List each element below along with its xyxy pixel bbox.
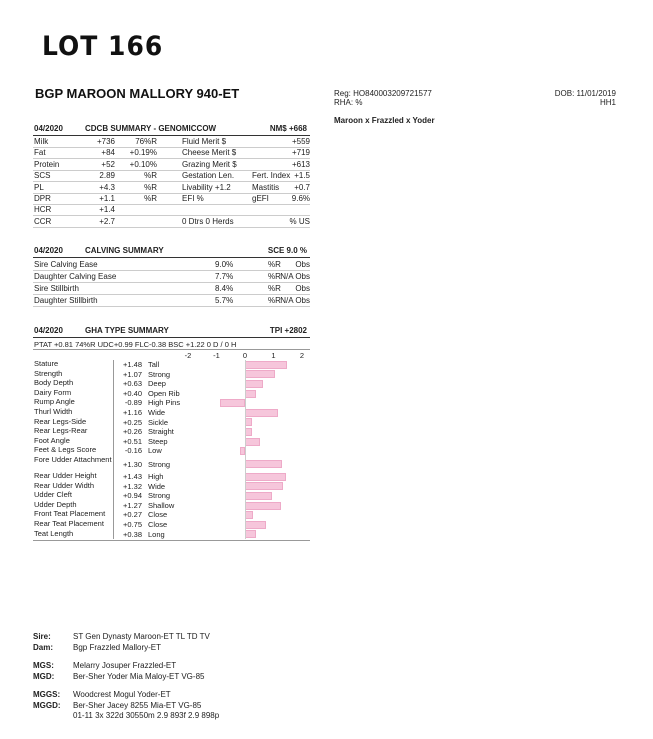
type-date: 04/2020	[34, 326, 63, 335]
sire-label: Sire:	[33, 632, 51, 641]
calving-trait: Daughter Stillbirth	[34, 296, 98, 305]
type-bar	[245, 361, 287, 369]
type-trait-name: Strength	[34, 368, 63, 378]
cdcb-reliability: 76%R	[135, 137, 157, 146]
type-bar	[245, 438, 260, 446]
type-trait-value: +0.38	[123, 529, 142, 539]
type-bar	[245, 492, 272, 500]
type-trait-name: Foot Angle	[34, 435, 70, 445]
type-trait-value: +0.94	[123, 491, 142, 501]
animal-name: BGP MAROON MALLORY 940-ET	[35, 86, 240, 101]
cdcb-value: +52	[101, 159, 115, 169]
cdcb-reliability: +0.10%	[129, 159, 157, 169]
cdcb-index-value: +719	[291, 148, 310, 158]
cdcb-value: 2.89	[99, 171, 115, 181]
type-trait-desc: Steep	[148, 436, 168, 446]
type-trait-desc: Strong	[148, 491, 171, 501]
calving-row	[33, 283, 310, 295]
calving-reliability: %R	[268, 272, 281, 281]
calving-date: 04/2020	[34, 246, 63, 255]
registration-number: Reg: HO840003209721577	[334, 89, 432, 98]
type-trait-name: Front Teat Placement	[34, 509, 106, 519]
cdcb-index-value: +0.7	[294, 182, 310, 192]
mgs-name: Melarry Josuper Frazzled-ET	[73, 661, 177, 670]
type-bar	[245, 521, 266, 529]
haplotype: HH1	[599, 98, 616, 107]
type-bar	[245, 460, 282, 468]
type-trait-value: -0.16	[124, 446, 142, 456]
type-axis-tick: -2	[184, 351, 192, 360]
type-trait-name: Rear Legs-Side	[34, 416, 87, 426]
type-trait-desc: Open Rib	[148, 388, 180, 398]
cdcb-reliability: %R	[144, 194, 157, 203]
type-trait-desc: Tall	[148, 360, 160, 369]
type-trait-value: +1.16	[123, 408, 142, 417]
type-trait-name: Udder Cleft	[34, 490, 72, 500]
type-trait-name: Rear Teat Placement	[34, 519, 104, 528]
cdcb-index-label: Livability +1.2	[182, 182, 231, 192]
calving-observations: N/A Obs	[280, 272, 310, 281]
cdcb-trait: Milk	[34, 137, 49, 146]
mgd-name: Ber-Sher Yoder Mia Maloy-ET VG-85	[73, 672, 205, 681]
cdcb-index-value: % US	[289, 216, 310, 226]
type-trait-name: Fore Udder Attachment	[34, 455, 112, 464]
cdcb-value: +2.7	[99, 216, 115, 226]
type-axis-tick: 2	[299, 351, 305, 360]
type-trait-desc: High	[148, 472, 164, 481]
sire-name: ST Gen Dynasty Maroon-ET TL TD TV	[73, 632, 210, 641]
cdcb-value: +4.3	[99, 182, 115, 192]
cdcb-reliability: %R	[144, 182, 157, 192]
cdcb-trait: SCS	[34, 171, 51, 181]
type-trait-value: -0.89	[124, 398, 142, 408]
cdcb-index-label: 0 Dtrs 0 Herds	[182, 216, 234, 226]
type-trait-desc: Deep	[148, 379, 166, 389]
cdcb-trait: PL	[34, 182, 44, 192]
type-trait-desc: Wide	[148, 408, 166, 417]
cdcb-row	[33, 147, 310, 159]
cdcb-index-label: Cheese Merit $	[182, 148, 237, 158]
cdcb-reliability: %R	[144, 171, 157, 181]
mgd-label: MGD:	[33, 672, 55, 681]
type-summary-header	[33, 326, 310, 338]
type-trait-desc: Low	[148, 446, 162, 456]
calving-trait: Sire Calving Ease	[34, 260, 98, 269]
dam-label: Dam:	[33, 643, 54, 652]
type-trait-row	[33, 427, 310, 437]
calving-reliability: %R	[268, 284, 281, 293]
type-trait-value: +0.75	[123, 520, 142, 529]
type-trait-desc: High Pins	[148, 398, 181, 408]
type-trait-row	[33, 379, 310, 389]
type-trait-value: +1.30	[123, 460, 142, 469]
type-trait-name: Teat Length	[34, 528, 74, 538]
type-trait-name: Dairy Form	[34, 387, 72, 397]
type-trait-value: +0.27	[123, 510, 142, 520]
tpi-value: TPI +2802	[269, 326, 307, 335]
type-trait-desc: Strong	[148, 369, 171, 379]
mggs-label: MGGS:	[33, 690, 61, 699]
cdcb-index-value: 9.6%	[291, 194, 310, 203]
cdcb-row	[33, 170, 310, 182]
type-trait-row	[33, 520, 310, 530]
type-trait-value: +0.25	[123, 417, 142, 427]
type-title: GHA TYPE SUMMARY	[85, 326, 169, 335]
cdcb-row	[33, 193, 310, 205]
cdcb-row	[33, 182, 310, 194]
type-bar	[245, 530, 256, 538]
type-bar	[245, 428, 252, 436]
calving-value: 8.4%	[215, 284, 234, 293]
cdcb-index-label-2: Fert. Index	[252, 171, 291, 181]
cdcb-row	[33, 216, 310, 228]
rha: RHA: %	[334, 98, 363, 107]
type-trait-desc: Shallow	[148, 500, 175, 510]
type-trait-value: +0.26	[123, 427, 142, 437]
cdcb-index-label-2: gEFI	[252, 194, 269, 203]
type-trait-desc: Straight	[148, 427, 174, 437]
type-bar	[220, 399, 245, 407]
net-merit: NM$ +668	[269, 124, 307, 133]
type-trait-name: Rear Udder Width	[34, 480, 95, 490]
cdcb-index-label-2: Mastitis	[252, 182, 280, 192]
cdcb-title: CDCB SUMMARY - GENOMICCOW	[85, 124, 217, 133]
cdcb-value: +1.4	[99, 205, 115, 215]
cdcb-reliability: +0.19%	[129, 148, 157, 158]
type-trait-value: +0.63	[123, 379, 142, 389]
type-axis-tick: 1	[271, 351, 276, 360]
type-trait-name: Stature	[34, 359, 59, 368]
type-trait-name: Body Depth	[34, 378, 74, 388]
type-trait-value: +1.48	[123, 360, 142, 369]
cdcb-value: +1.1	[99, 194, 115, 203]
ptat-divider	[33, 349, 310, 350]
type-trait-name: Thurl Width	[34, 407, 73, 416]
type-trait-desc: Wide	[148, 481, 166, 491]
cdcb-summary-header	[33, 124, 310, 136]
cdcb-index-label: Fluid Merit $	[182, 137, 227, 146]
calving-observations: Obs	[295, 260, 310, 269]
cdcb-value: +736	[96, 137, 115, 146]
cdcb-row	[33, 204, 310, 216]
type-bar	[245, 418, 252, 426]
cdcb-trait: HCR	[34, 205, 52, 215]
type-bar	[245, 482, 283, 490]
pedigree-line: Maroon x Frazzled x Yoder	[334, 116, 435, 125]
mgs-label: MGS:	[33, 661, 54, 670]
type-trait-value: +1.07	[123, 369, 142, 379]
type-axis-tick: 0	[242, 351, 248, 360]
type-zero-line	[245, 360, 246, 539]
type-bottom-rule	[33, 540, 310, 541]
cdcb-trait: CCR	[34, 216, 52, 226]
cdcb-row	[33, 159, 310, 171]
cdcb-row	[33, 136, 310, 148]
type-trait-value: +0.51	[123, 436, 142, 446]
type-trait-desc: Close	[148, 510, 168, 520]
calving-trait: Sire Stillbirth	[34, 284, 79, 293]
dam-name: Bgp Frazzled Mallory-ET	[73, 643, 162, 652]
type-trait-desc: Strong	[148, 460, 171, 469]
cdcb-index-label: EFI %	[182, 194, 204, 203]
calving-reliability: %R	[268, 260, 281, 269]
sce-value: SCE 9.0 %	[267, 246, 307, 255]
cdcb-index-value: +1.5	[294, 171, 310, 181]
mggd-record: 01-11 3x 322d 30550m 2.9 893f 2.9 898p	[73, 711, 220, 720]
calving-reliability: %R	[268, 296, 281, 305]
type-bar	[245, 511, 253, 519]
calving-value: 5.7%	[215, 296, 234, 305]
type-trait-name: Rump Angle	[34, 397, 75, 407]
cdcb-trait: Fat	[34, 148, 46, 158]
cdcb-value: +84	[101, 148, 115, 158]
calving-row	[33, 259, 310, 271]
calving-title: CALVING SUMMARY	[85, 246, 164, 255]
type-trait-name: Feet & Legs Score	[34, 445, 97, 455]
calving-row	[33, 295, 310, 307]
type-trait-name: Rear Udder Height	[34, 471, 97, 480]
calving-summary-header	[33, 246, 310, 258]
date-of-birth: DOB: 11/01/2019	[554, 89, 616, 98]
calving-value: 9.0%	[215, 260, 234, 269]
cdcb-index-value: +613	[291, 159, 310, 169]
type-bar	[245, 380, 263, 388]
mggs-name: Woodcrest Mogul Yoder-ET	[73, 690, 171, 699]
calving-trait: Daughter Calving Ease	[34, 272, 117, 281]
cdcb-date: 04/2020	[34, 124, 63, 133]
cdcb-index-label: Gestation Len.	[182, 171, 235, 181]
type-bar	[245, 409, 278, 417]
type-trait-desc: Close	[148, 520, 168, 529]
type-trait-value: +1.32	[123, 481, 142, 491]
type-trait-value: +0.40	[123, 388, 142, 398]
type-bar	[245, 473, 286, 481]
type-bar	[245, 502, 281, 510]
cdcb-trait: DPR	[34, 194, 51, 203]
type-trait-desc: Sickle	[148, 417, 169, 427]
cdcb-trait: Protein	[34, 159, 60, 169]
mggd-name: Ber-Sher Jacey 8255 Mia-ET VG-85	[73, 701, 202, 710]
type-bar	[245, 390, 256, 398]
calving-observations: N/A Obs	[280, 296, 310, 305]
type-trait-row	[33, 398, 310, 408]
calving-value: 7.7%	[215, 272, 234, 281]
type-trait-row	[33, 530, 310, 540]
type-trait-desc: Long	[148, 529, 165, 539]
type-separator-left	[113, 360, 114, 539]
type-trait-name: Udder Depth	[34, 499, 77, 509]
calving-row	[33, 271, 310, 283]
type-trait-value: +1.27	[123, 500, 142, 510]
type-trait-value: +1.43	[123, 472, 142, 481]
calving-observations: Obs	[295, 284, 310, 293]
mggd-label: MGGD:	[33, 701, 61, 710]
type-bar	[245, 370, 275, 378]
lot-number: LOT 166	[42, 30, 164, 62]
type-trait-name: Rear Legs-Rear	[34, 426, 88, 436]
cdcb-index-label: Grazing Merit $	[182, 159, 237, 169]
ptat-line: PTAT +0.81 74%R UDC+0.99 FLC-0.38 BSC +1.22 0 D / 0 H	[34, 340, 237, 349]
type-axis-tick: -1	[213, 351, 220, 360]
cdcb-index-value: +559	[291, 137, 310, 146]
